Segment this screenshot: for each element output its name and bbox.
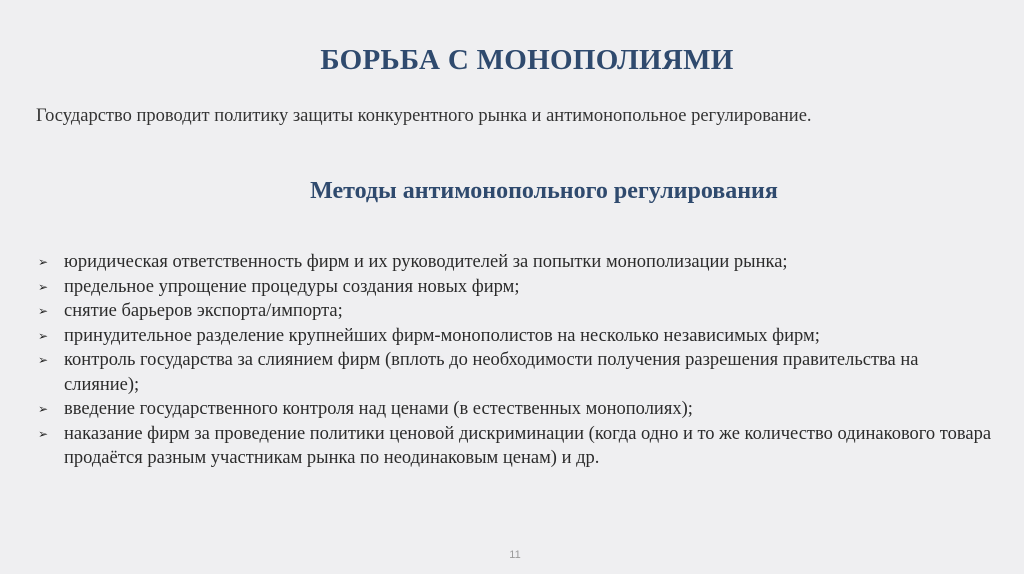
list-item-text: контроль государства за слиянием фирм (вплоть до необходимости получения разрешения правительства на слияние); [64, 350, 919, 395]
arrow-bullet-icon: ➢ [38, 255, 49, 269]
arrow-bullet-icon: ➢ [38, 402, 49, 416]
list-item-text: наказание фирм за проведение политики ценовой дискриминации (когда одно и то же количество одинакового товара продаётся разным участникам рынка по неодинаковым ценам) и др. [64, 423, 992, 468]
list-item-text: введение государственного контроля над ценами (в естественных монополиях); [64, 399, 693, 419]
list-item-text: юридическая ответственность фирм и их руководителей за попытки монополизации рынка; [64, 252, 788, 272]
list-item [36, 422, 996, 471]
list-item [36, 324, 996, 349]
list-item [36, 275, 996, 300]
list-item [36, 250, 996, 275]
arrow-bullet-icon: ➢ [38, 426, 49, 441]
list-item-text: снятие барьеров экспорта/импорта; [64, 301, 343, 321]
intro-text: Государство проводит политику защиты конкурентного рынка и антимонопольное регулирование. [36, 106, 812, 126]
arrow-bullet-icon: ➢ [38, 304, 49, 318]
list-item [36, 348, 996, 397]
list-item [36, 299, 996, 324]
arrow-bullet-icon: ➢ [38, 279, 49, 294]
list-item [36, 397, 996, 422]
arrow-bullet-icon: ➢ [38, 328, 49, 343]
methods-subtitle: Методы антимонопольного регулирования [310, 178, 778, 204]
page-number: 11 [509, 549, 521, 561]
slide-title: БОРЬБА С МОНОПОЛИЯМИ [320, 44, 734, 76]
arrow-bullet-icon: ➢ [38, 353, 49, 367]
list-item-text: предельное упрощение процедуры создания новых фирм; [64, 276, 520, 297]
list-item-text: принудительное разделение крупнейших фирм-монополистов на несколько независимых фирм; [64, 325, 820, 346]
methods-list [36, 250, 996, 471]
